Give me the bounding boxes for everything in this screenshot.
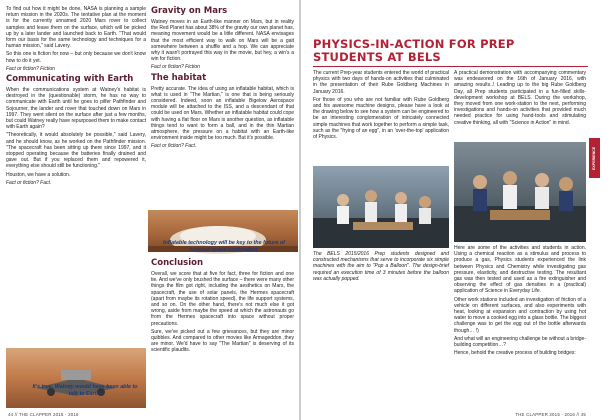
paragraph: When the communications system at Watney's habitat is destroyed in the (questionable) storm, he has no way to communicate with Earth until he goes to pilfer Pathfinder and Sojourner, the lander and rover that touched down on Mars in 1997. They went silent on the surface after just a few months, but could Watney really have repurposed them to make contact with Earth again?	[6, 87, 146, 131]
photo-caption: It's true, Watney would have been able to talk to Earth.	[32, 384, 138, 397]
left-column-1	[6, 6, 146, 404]
gutter	[299, 0, 301, 420]
students-illustration	[313, 166, 449, 248]
paragraph: "Theoretically, it would absolutely be possible," said Lavery, and he should know, as he worked on the Pathfinder mission. "The spacecraft has been sitting up there since 1997, and it stopped operating because the batteries finally drained and gave out. But if you replaced them and repowered it, everything else should still be functioning."	[6, 132, 146, 170]
paragraph: Other work stations included an investigation of friction of a vehicle on different surfaces, and also experiments with heat, looking at expansion and contraction by using hot water to move a cooked egg into a glass bottle. The biggest challenge was to get the egg out of the bottle afterwards though… !)	[454, 296, 586, 334]
page-footer-left: 44 // THE CLAPPER 2015 - 2016	[8, 412, 79, 417]
workshop-photo	[454, 142, 586, 242]
right-column-2-lower	[454, 245, 586, 407]
section-heading: The habitat	[151, 72, 207, 83]
paragraph: Houston, we have a solution.	[6, 171, 71, 178]
fact-tag: Fact or fiction? Fact.	[6, 179, 52, 186]
right-column-1	[313, 70, 449, 165]
left-column-2	[151, 6, 294, 206]
section-heading: Conclusion	[151, 258, 203, 268]
paragraph: Here are some of the activities and students in action. Using a chemical reaction as a stimulus and process to produce a gas, Physics students experienced the link between Physics and Chemistry while investigating gas pressure, elasticity, and destructive testing. The resultant gas was then tested and used as a fire extinguisher and observing the effect of gas densities in a (practical) application of Science in Everyday Life.	[454, 245, 586, 295]
students-photo	[313, 166, 449, 248]
photo-caption: Inflatable technology will be key to the future of manned space exploration.	[163, 240, 285, 253]
paragraph: Pretty accurate. The idea of using an inflatable habitat, which is what is used in "The Martian," is one that is being seriously considered. Indeed, soon an inflatable Bigelow Aerospace module will be attached to the ISS, and a descendant of that could be used on Mars. Whether an inflatable habitat could cope with having a flat floor on Mars is another question, as inflatable things tend to want to form a ball, and in the thin Martian atmosphere, the pressure on a habitat with an Earth-like environment inside might be too much. But it's possible.	[151, 85, 294, 142]
right-photo-caption	[313, 251, 449, 291]
fact-tag: Fact or fiction? Fiction	[151, 64, 200, 71]
page-footer-right: THE CLAPPER 2015 - 2016 // 45	[515, 412, 586, 417]
paragraph: And what will an engineering challenge be without a bridge-building competition…?	[454, 335, 586, 349]
side-tab-label: EXPERIENCE SCIENCE	[592, 146, 607, 170]
paragraph: To find out how it might be done, NASA is planning a sample return mission in the 2020s. The tentative plan at the moment is for the currently unnamed 2020 Mars rover to collect samples and leave them on the surface, which will be picked up by a later lander and launched back to Earth. "That would form our basis for the same technology and techniques for a human mission," said Lavery.	[6, 6, 146, 50]
paragraph: Watney moves in an Earth-like manner on Mars, but in reality the Red Planet has about 38% of the gravity our own planet has, meaning movement would be a little different. NASA envisages that the most efficient way to walk on Mars will be a gait somewhere between a shuffle and a hop. We can appreciate why it wasn't portrayed this way in the movie, but hey, a win's a win for fiction.	[151, 19, 294, 63]
paragraph: The current Prep-year students entered the world of practical physics with two days of hands-on activities that culminated in the presentation of their Rube Goldberg Machines in January 2016.	[313, 70, 449, 95]
page-title: PHYSICS-IN-ACTION FOR PREP STUDENTS AT BELS	[313, 37, 515, 64]
right-column-2	[454, 70, 586, 140]
paragraph: Hence, behold the creative process of building bridges:	[454, 350, 576, 357]
rover-photo	[6, 348, 146, 408]
title-rule	[313, 66, 588, 67]
left-column-2-lower	[151, 258, 294, 406]
paragraph: Overall, we score that at five for fact, three for fiction and one tie. And we've only brushed the surface – there were many other things the film got right, including the aesthetics on Mars, the spacecraft, the use of solar panels, the Hermes spacecraft (apart from maybe its rotation speed), the life support systems, and so on. On the other hand, there's not much else it got wrong, aside from maybe the speed at which the astronauts go from the Hermes spacecraft into space without proper precautions.	[151, 271, 294, 327]
caption-text: The BELS 2015/2016 Prep students designed and constructed mechanisms that serve to incorporate six simple machines with the aim to "Pop a Balloon". The design-brief required an execution time of 3 minutes before the balloon was actually popped.	[313, 251, 449, 282]
section-heading: Gravity on Mars	[151, 6, 228, 16]
paragraph: Sure, we've picked out a few grievances, but they are minor quibbles. And compared to other movies like Armageddon ,they are minor. We'd have to say "The Martian" is deserving of its scientific plaudits.	[151, 328, 294, 354]
fact-tag: Fact or fiction? Fiction	[6, 65, 55, 72]
paragraph: So this one is fiction for now – but only because we don't know how to do it yet.	[6, 51, 146, 64]
section-heading: Communicating with Earth	[6, 74, 134, 85]
rover-illustration	[6, 348, 146, 408]
workshop-illustration	[454, 142, 586, 242]
paragraph: A practical demonstration with accompanying commentary was endeavored on the 16th of January 2016, with amazing results..! Leading up to the big Rube Goldberg Day, all Prep students participated in a fun-filled skills-development workshop at BELS. During the workshop, they moved from one work-station to the next, performing investigations and hands-on activities that provided much needed practice for using hand-tools and stimulating creative thinking, all with "Science in Action" in mind.	[454, 70, 586, 126]
fact-tag: Fact or fiction? Fact.	[151, 143, 197, 150]
paragraph: For those of you who are not familiar with Rube Goldberg and his awesome machine designs, please have a look at the drawing below to see how a system can be engineered to be an interesting conglomeration of intricately connected simple machines that work together to perform a simple task, such as the "frying of an egg", in an 'over-the-top' application of Physics.	[313, 96, 449, 141]
section-side-tab	[589, 138, 607, 178]
